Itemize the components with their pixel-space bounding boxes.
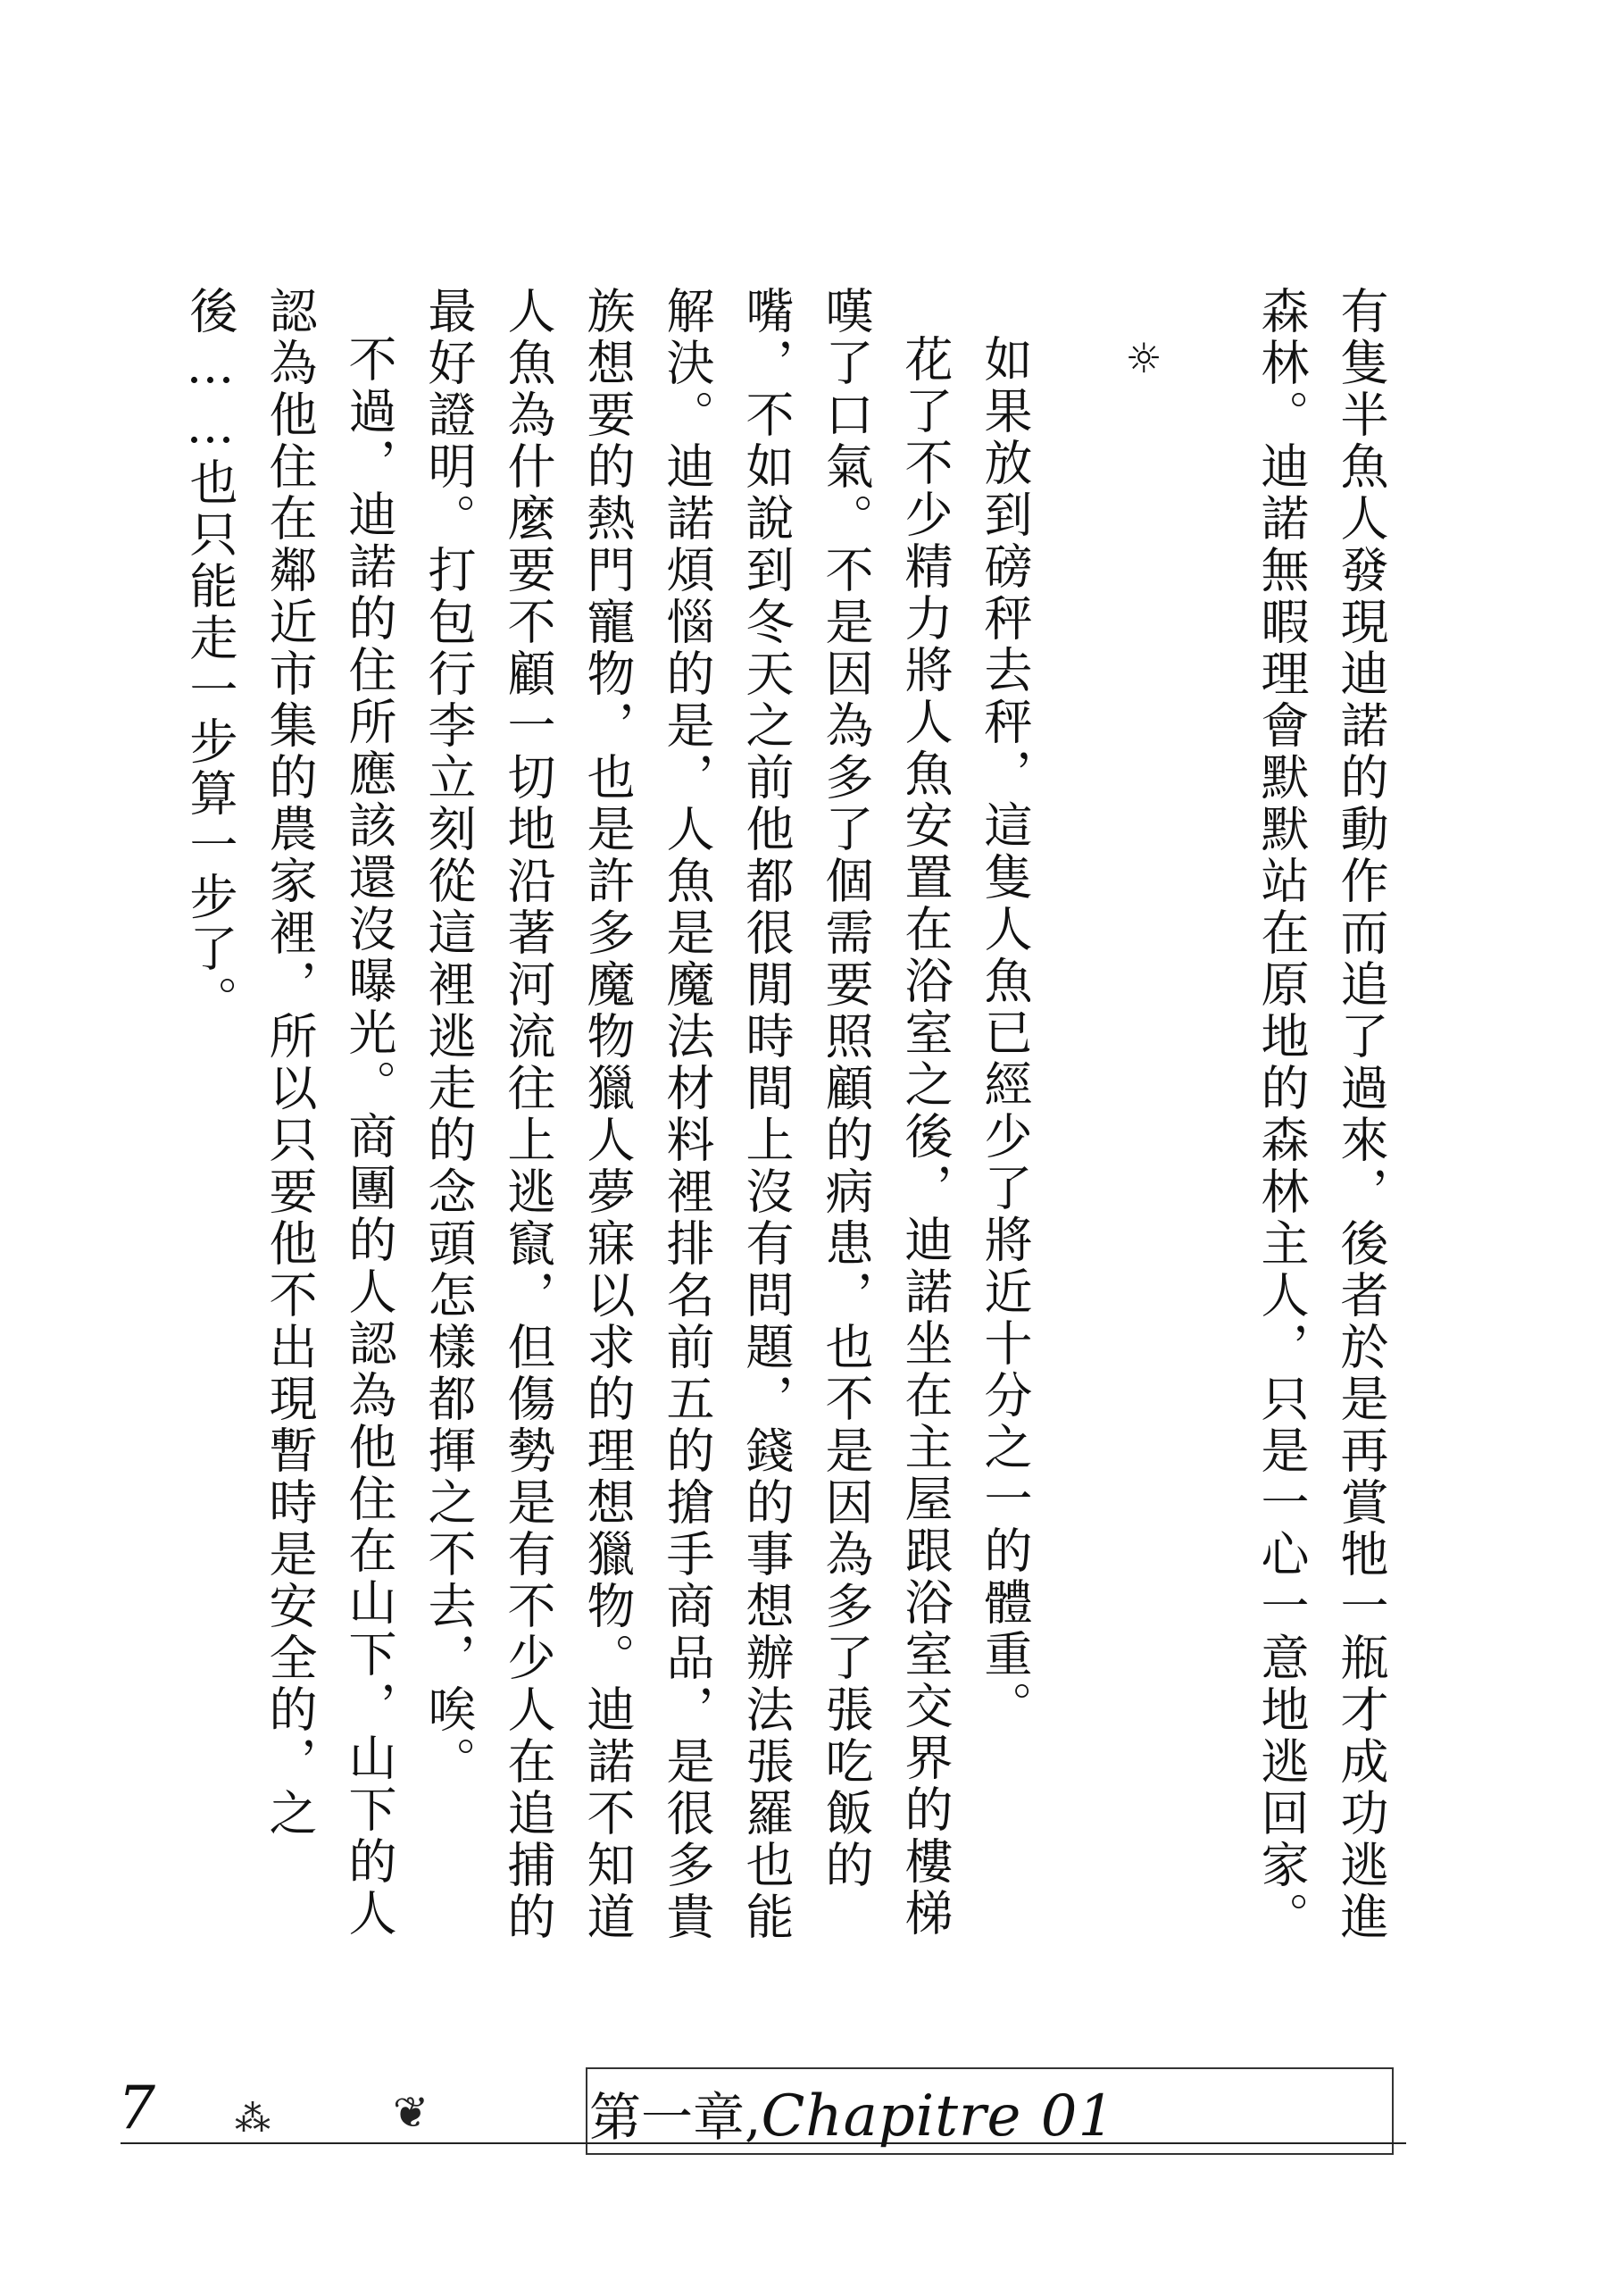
paragraph-2: 如果放到磅秤去秤，這隻人魚已經少了將近十分之一的體重。	[977, 334, 1033, 1732]
page-number: 7	[118, 2074, 155, 2142]
paragraph-1: 有隻半魚人發現迪諾的動作而追了過來，後者於是再賞牠一瓶才成功逃進森林。迪諾無暇理會默默站在原地的森林主人，只是一心一意地逃回家。	[1253, 286, 1389, 1943]
ornament-small-icon: ⁂	[235, 2099, 271, 2140]
chapter-title-latin: Chapitre 01	[761, 2083, 1116, 2150]
scene-break-sun-icon: ☼	[1120, 334, 1168, 386]
chapter-title-cn: 第一章,	[589, 2087, 762, 2148]
body-text	[160, 286, 1401, 1983]
paragraph-3: 花了不少精力將人魚安置在浴室之後，迪諾坐在主屋跟浴室交界的樓梯嘆了口氣。不是因為多了個需要照顧的病患，也不是因為多了張吃飯的嘴，不如說到冬天之前他都很閒時間上沒有問題，錢的事想辦法張羅也能解決。迪諾煩惱的是，人魚是魔法材料裡排名前五的搶手商品，是很多貴族想要的熱門寵物，也是許多魔物獵人夢寐以求的理想獵物。迪諾不知道人魚為什麼要不顧一切地沿著河流往上逃竄，但傷勢是有不少人在追捕的最好證明。打包行李立刻從這裡逃走的念頭怎樣都揮之不去，唉。	[421, 286, 954, 1943]
paragraph-4: 不過，迪諾的住所應該還沒曝光。商團的人認為他住在山下，山下的人認為他住在鄰近市集的農家裡，所以只要他不出現暫時是安全的，之後……也只能走一步算一步了。	[182, 286, 397, 1940]
chapter-title	[589, 2075, 1115, 2150]
ornament-fleuron-icon: ❦	[393, 2088, 429, 2138]
